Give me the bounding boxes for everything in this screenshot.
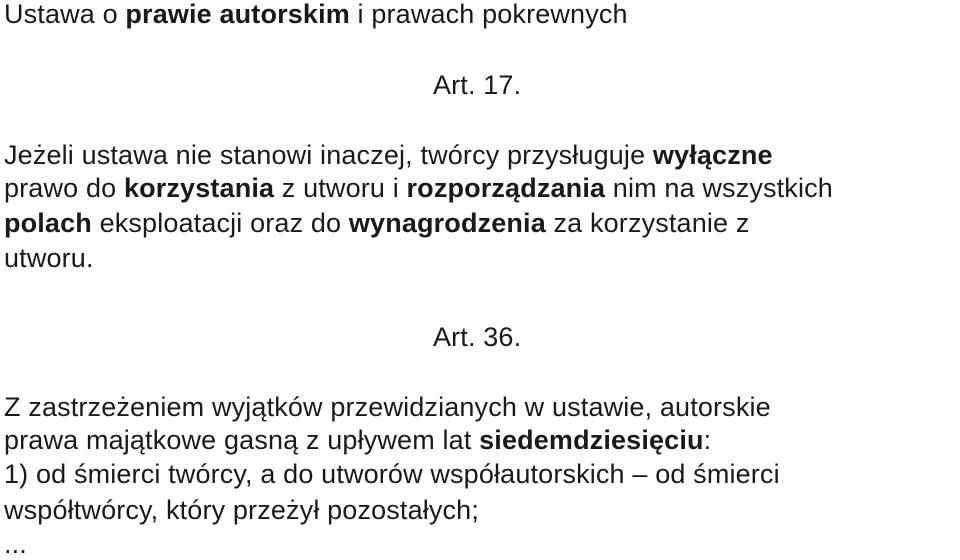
article-36-heading: Art. 36.	[433, 322, 522, 352]
article-36-line-1: Z zastrzeżeniem wyjątków przewidzianych w ustawie, autorskie	[4, 392, 771, 422]
article-17-line-3	[4, 207, 750, 239]
article-17-line-1	[4, 139, 773, 171]
article-17-line-2	[4, 172, 833, 204]
article-36-ellipsis: ...	[4, 529, 27, 559]
article-17-heading: Art. 17.	[433, 70, 522, 100]
title-suffix: i prawach pokrewnych	[349, 0, 628, 29]
text-span: :	[703, 425, 712, 455]
article-17-line-4: utworu.	[4, 243, 94, 273]
document-title	[4, 0, 628, 30]
text-span: eksploatacji oraz do	[91, 208, 349, 238]
emphasis-fields: polach	[4, 208, 92, 238]
text-span: za korzystanie z	[545, 208, 750, 238]
emphasis-exclusive: wyłączne	[652, 140, 773, 170]
text-span: prawo do	[4, 173, 124, 203]
article-36-line-2	[4, 424, 711, 456]
emphasis-seventy: siedemdziesięciu	[479, 425, 704, 455]
text-span: Jeżeli ustawa nie stanowi inaczej, twórcy przysługuje	[4, 140, 653, 170]
text-span: z utworu i	[274, 173, 407, 203]
emphasis-remuneration: wynagrodzenia	[348, 208, 546, 238]
title-emphasis: prawie autorskim	[125, 0, 350, 29]
emphasis-use: korzystania	[123, 173, 275, 203]
article-36-line-3: 1) od śmierci twórcy, a do utworów współautorskich – od śmierci	[4, 459, 780, 489]
text-span: prawa majątkowe gasną z upływem lat	[4, 425, 480, 455]
article-36-line-4: współtwórcy, który przeżył pozostałych;	[4, 495, 480, 525]
title-prefix: Ustawa o	[4, 0, 126, 29]
emphasis-disposal: rozporządzania	[406, 173, 606, 203]
text-span: nim na wszystkich	[605, 173, 833, 203]
